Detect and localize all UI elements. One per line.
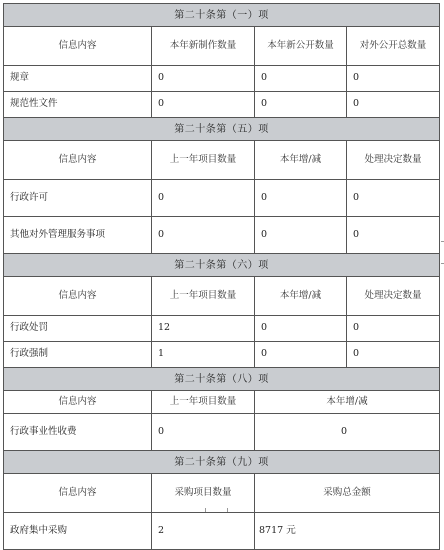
- section-title: 第二十条第（八）项: [4, 368, 440, 391]
- cell-value: 0: [347, 217, 440, 254]
- row-label: 行政强制: [4, 342, 152, 368]
- cell-value: 0: [152, 217, 255, 254]
- section-header-row: [4, 451, 440, 474]
- cell-value: 1: [152, 342, 255, 368]
- row-label: 行政许可: [4, 180, 152, 217]
- column-header-row: [4, 474, 440, 513]
- table-row: [4, 180, 440, 217]
- section-header-row: [4, 368, 440, 391]
- cell-value: 0: [255, 342, 347, 368]
- row-label: 政府集中采购: [4, 513, 152, 550]
- cell-value: 0: [152, 66, 255, 92]
- cell-value: 0: [152, 92, 255, 118]
- column-header: 信息内容: [4, 391, 152, 414]
- row-label: 行政处罚: [4, 316, 152, 342]
- table-row: [4, 513, 440, 550]
- table-row: [4, 414, 440, 451]
- cell-value: 0: [347, 66, 440, 92]
- column-header: 上一年项目数量: [152, 141, 255, 180]
- column-header: 对外公开总数量: [347, 27, 440, 66]
- column-header-row: [4, 27, 440, 66]
- cell-value: 0: [255, 92, 347, 118]
- column-header: 处理决定数量: [347, 277, 440, 316]
- cell-value: 0: [347, 180, 440, 217]
- section-title: 第二十条第（一）项: [4, 4, 440, 27]
- section-header-row: [4, 118, 440, 141]
- cell-value: 12: [152, 316, 255, 342]
- cell-value: 0: [255, 217, 347, 254]
- row-label: 其他对外管理服务事项: [4, 217, 152, 254]
- row-label: 规章: [4, 66, 152, 92]
- disclosure-table: [3, 3, 440, 550]
- table-row: [4, 66, 440, 92]
- cell-value: 0: [255, 180, 347, 217]
- cell-value: 8717 元: [255, 513, 440, 550]
- column-header: 上一年项目数量: [152, 391, 255, 414]
- cell-value: 0: [347, 342, 440, 368]
- column-header: 信息内容: [4, 141, 152, 180]
- column-header: 信息内容: [4, 474, 152, 513]
- cell-value: 0: [152, 180, 255, 217]
- column-header-row: [4, 277, 440, 316]
- section-title: 第二十条第（六）项: [4, 254, 440, 277]
- column-header: 本年增/减: [255, 141, 347, 180]
- cell-value: 0: [255, 316, 347, 342]
- section-title: 第二十条第（九）项: [4, 451, 440, 474]
- cell-value: 0: [255, 414, 440, 451]
- cell-value: 0: [347, 92, 440, 118]
- row-label: 行政事业性收费: [4, 414, 152, 451]
- cell-value: 2: [152, 513, 255, 550]
- table-row: [4, 342, 440, 368]
- section-header-row: [4, 4, 440, 27]
- column-header-row: [4, 141, 440, 180]
- section-header-row: [4, 254, 440, 277]
- column-header-row: [4, 391, 440, 414]
- column-header: 本年新公开数量: [255, 27, 347, 66]
- column-header: 本年增/减: [255, 277, 347, 316]
- table-row: [4, 217, 440, 254]
- cell-value: 0: [152, 414, 255, 451]
- column-header: 采购总金额: [255, 474, 440, 513]
- table-row: [4, 316, 440, 342]
- column-header: 信息内容: [4, 277, 152, 316]
- column-header: 处理决定数量: [347, 141, 440, 180]
- resize-marker: [227, 508, 228, 512]
- cell-value: 0: [347, 316, 440, 342]
- column-header: 采购项目数量: [152, 474, 255, 513]
- column-header: 上一年项目数量: [152, 277, 255, 316]
- resize-marker: [205, 508, 206, 512]
- column-header: 本年新制作数量: [152, 27, 255, 66]
- table-row: [4, 92, 440, 118]
- row-label: 规范性文件: [4, 92, 152, 118]
- column-header: 信息内容: [4, 27, 152, 66]
- column-header: 本年增/减: [255, 391, 440, 414]
- cell-value: 0: [255, 66, 347, 92]
- section-title: 第二十条第（五）项: [4, 118, 440, 141]
